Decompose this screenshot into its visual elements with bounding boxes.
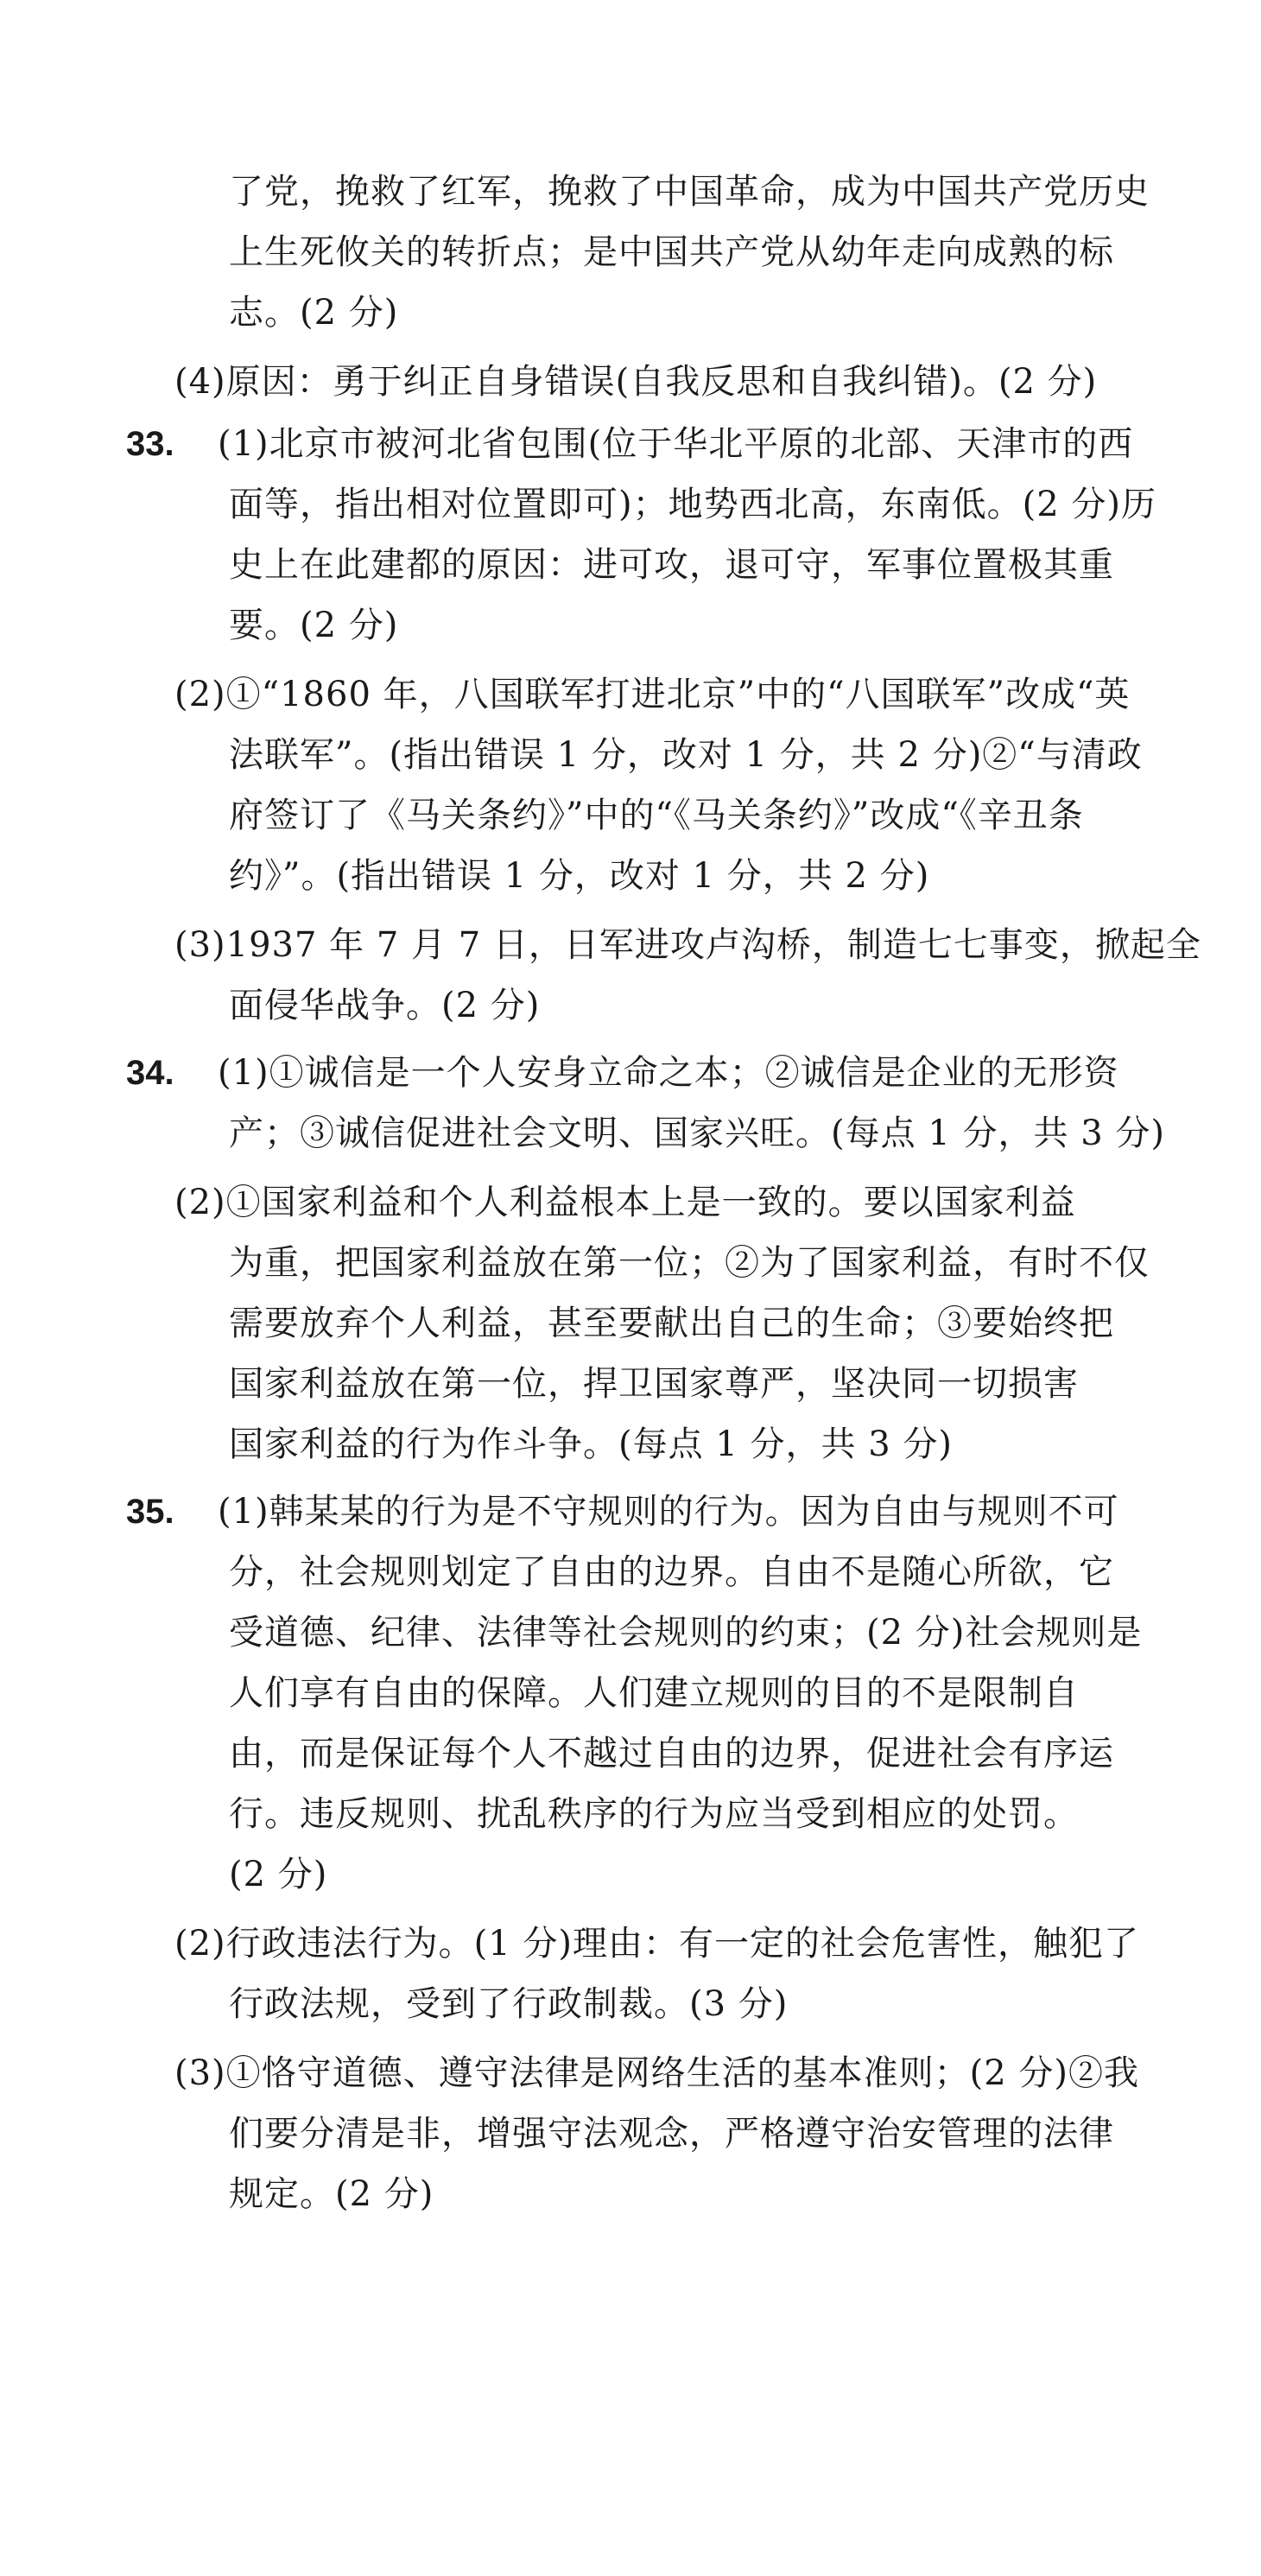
text-line: 法联军”。(指出错误 1 分，改对 1 分，共 2 分)②“与清政 <box>229 735 1143 775</box>
text-line: 行政法规，受到了行政制裁。(3 分) <box>229 1984 789 2024</box>
question-number-34: 34. <box>126 1054 174 1092</box>
text-line: 分，社会规则划定了自由的边界。自由不是随心所欲，它 <box>229 1552 1114 1592</box>
text-line: 面侵华战争。(2 分) <box>229 986 541 1025</box>
text-line: 行。违反规则、扰乱秩序的行为应当受到相应的处罚。 <box>229 1794 1079 1834</box>
text-line: (3)1937 年 7 月 7 日，日军进攻卢沟桥，制造七七事变，掀起全 <box>174 925 1201 965</box>
text-line: (2)①“1860 年，八国联军打进北京”中的“八国联军”改成“英 <box>174 675 1131 714</box>
text-line: 规定。(2 分) <box>229 2174 434 2214</box>
text-line: (1)韩某某的行为是不守规则的行为。因为自由与规则不可 <box>218 1492 1119 1532</box>
question-number-35: 35. <box>126 1493 174 1531</box>
text-line: 受道德、纪律、法律等社会规则的约束；(2 分)社会规则是 <box>229 1613 1143 1653</box>
text-line: 为重，把国家利益放在第一位；②为了国家利益，有时不仅 <box>229 1243 1150 1283</box>
text-line: (2)①国家利益和个人利益根本上是一致的。要以国家利益 <box>174 1183 1076 1222</box>
text-line: 人们享有自由的保障。人们建立规则的目的不是限制自 <box>229 1673 1079 1713</box>
text-line: 需要放弃个人利益，甚至要献出自己的生命；③要始终把 <box>229 1304 1114 1343</box>
text-line: 志。(2 分) <box>229 293 399 333</box>
text-line: 上生死攸关的转折点；是中国共产党从幼年走向成熟的标 <box>229 232 1114 272</box>
question-number-33: 33. <box>126 425 174 463</box>
text-line: 面等，指出相对位置即可)；地势西北高，东南低。(2 分)历 <box>229 485 1156 524</box>
text-line: 要。(2 分) <box>229 606 399 645</box>
text-line: 了党，挽救了红军，挽救了中国革命，成为中国共产党历史 <box>229 172 1150 212</box>
text-line: (4)原因：勇于纠正自身错误(自我反思和自我纠错)。(2 分) <box>174 362 1098 402</box>
text-line: 产；③诚信促进社会文明、国家兴旺。(每点 1 分，共 3 分) <box>229 1114 1165 1153</box>
text-line: 们要分清是非，增强守法观念，严格遵守治安管理的法律 <box>229 2114 1114 2154</box>
text-line: 国家利益的行为作斗争。(每点 1 分，共 3 分) <box>229 1424 953 1464</box>
text-line: 国家利益放在第一位，捍卫国家尊严，坚决同一切损害 <box>229 1364 1079 1404</box>
text-line: 府签订了《马关条约》”中的“《马关条约》”改成“《辛丑条 <box>229 796 1084 835</box>
text-line: (2)行政违法行为。(1 分)理由：有一定的社会危害性，触犯了 <box>174 1924 1140 1964</box>
text-line: (2 分) <box>229 1855 328 1894</box>
text-line: (3)①恪守道德、遵守法律是网络生活的基本准则；(2 分)②我 <box>174 2053 1140 2093</box>
text-line: (1)北京市被河北省包围(位于华北平原的北部、天津市的西 <box>218 424 1134 464</box>
text-line: (1)①诚信是一个人安身立命之本；②诚信是企业的无形资 <box>218 1053 1119 1093</box>
text-line: 由，而是保证每个人不越过自由的边界，促进社会有序运 <box>229 1734 1114 1773</box>
text-line: 史上在此建都的原因：进可攻，退可守，军事位置极其重 <box>229 545 1114 585</box>
text-line: 约》”。(指出错误 1 分，改对 1 分，共 2 分) <box>229 856 930 896</box>
